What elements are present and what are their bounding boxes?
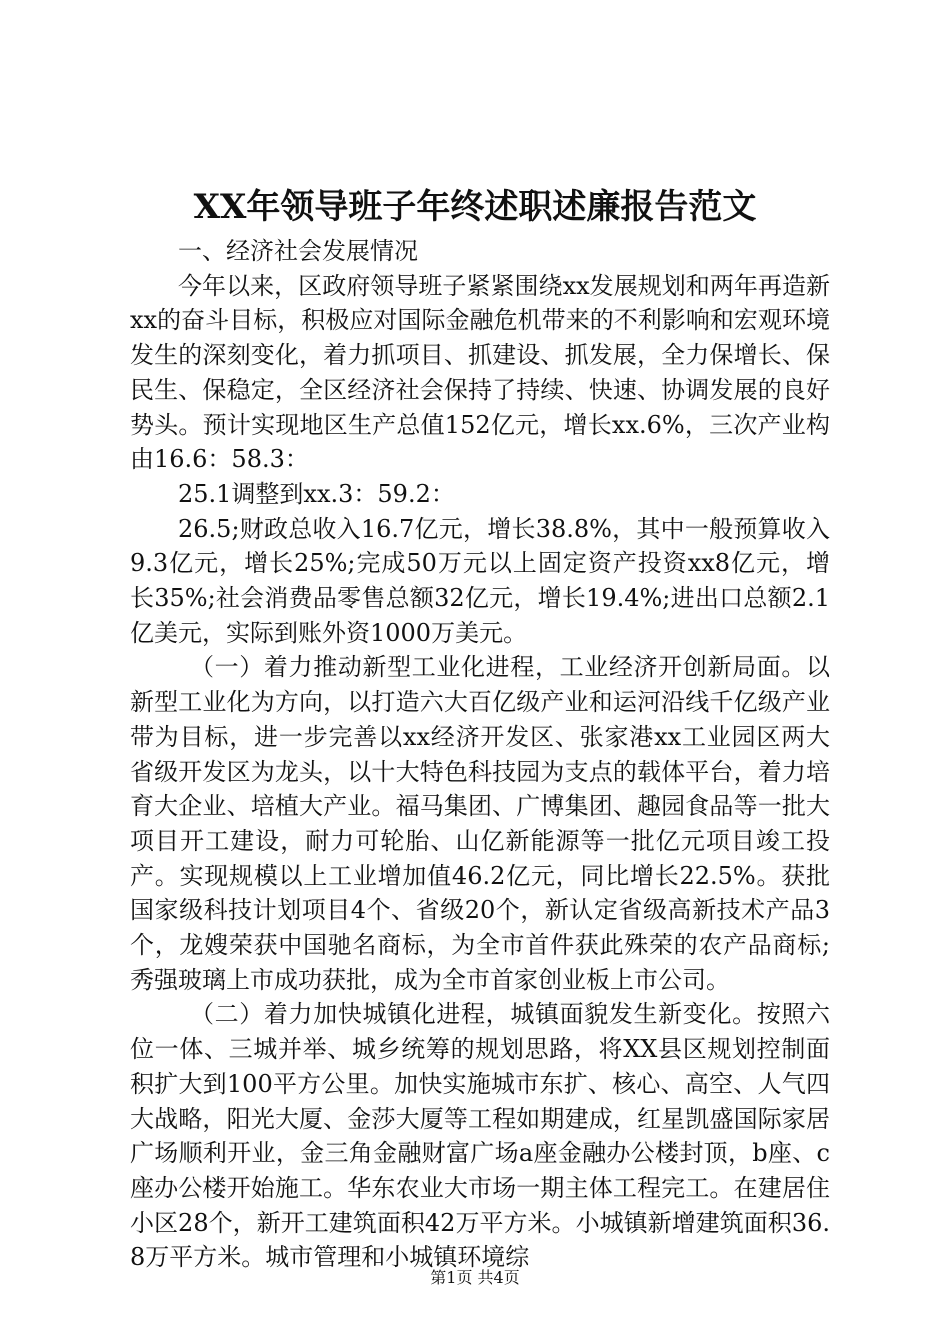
page-number-footer: 第1页 共4页 <box>430 1268 520 1287</box>
document-title: XX年领导班子年终述职述廉报告范文 <box>193 187 757 227</box>
body-paragraph: 26.5;财政总收入16.7亿元，增长38.8%，其中一般预算收入9.3亿元，增长25%;完成50万元以上固定资产投资xx8亿元，增长35%;社会消费品零售总额32亿元，增长19.4%;进出口总额2.1亿美元，实际到账外资1000万美元。 <box>130 514 830 647</box>
body-paragraph: 25.1调整到xx.3：59.2： <box>178 479 455 508</box>
body-paragraph: （一）着力推动新型工业化进程，工业经济开创新局面。以新型工业化为方向，以打造六大百亿级产业和运河沿线千亿级产业带为目标，进一步完善以xx经济开发区、张家港xx工业园区两大省级开发区为龙头，以十大特色科技园为支点的载体平台，着力培育大企业、培植大产业。福马集团、广博集团、趣园食品等一批大项目开工建设，耐力可轮胎、山亿新能源等一批亿元项目竣工投产。实现规模以上工业增加值46.2亿元，同比增长22.5%。获批国家级科技计划项目4个、省级20个，新认定省级高新技术产品3个，龙嫂荣获中国驰名商标，为全市首件获此殊荣的农产品商标;秀强玻璃上市成功获批，成为全市首家创业板上市公司。 <box>130 653 830 994</box>
body-paragraph: 今年以来，区政府领导班子紧紧围绕xx发展规划和两年再造新xx的奋斗目标，积极应对国际金融危机带来的不利影响和宏观环境发生的深刻变化，着力抓项目、抓建设、抓发展，全力保增长、保民生、保稳定，全区经济社会保持了持续、快速、协调发展的良好势头。预计实现地区生产总值152亿元，增长xx.6%，三次产业构由16.6：58.3： <box>130 271 830 474</box>
body-paragraph: （二）着力加快城镇化进程，城镇面貌发生新变化。按照六位一体、三城并举、城乡统筹的规划思路，将XX县区规划控制面积扩大到100平方公里。加快实施城市东扩、核心、高空、人气四大战略，阳光大厦、金莎大厦等工程如期建成，红星凯盛国际家居广场顺利开业，金三角金融财富广场a座金融办公楼封顶，b座、c座办公楼开始施工。华东农业大市场一期主体工程完工。在建居住小区28个，新开工建筑面积42万平方米。小城镇新增建筑面积36.8万平方米。城市管理和小城镇环境综 <box>130 1000 830 1272</box>
document-body <box>130 234 830 1275</box>
section-heading: 一、经济社会发展情况 <box>178 237 418 265</box>
